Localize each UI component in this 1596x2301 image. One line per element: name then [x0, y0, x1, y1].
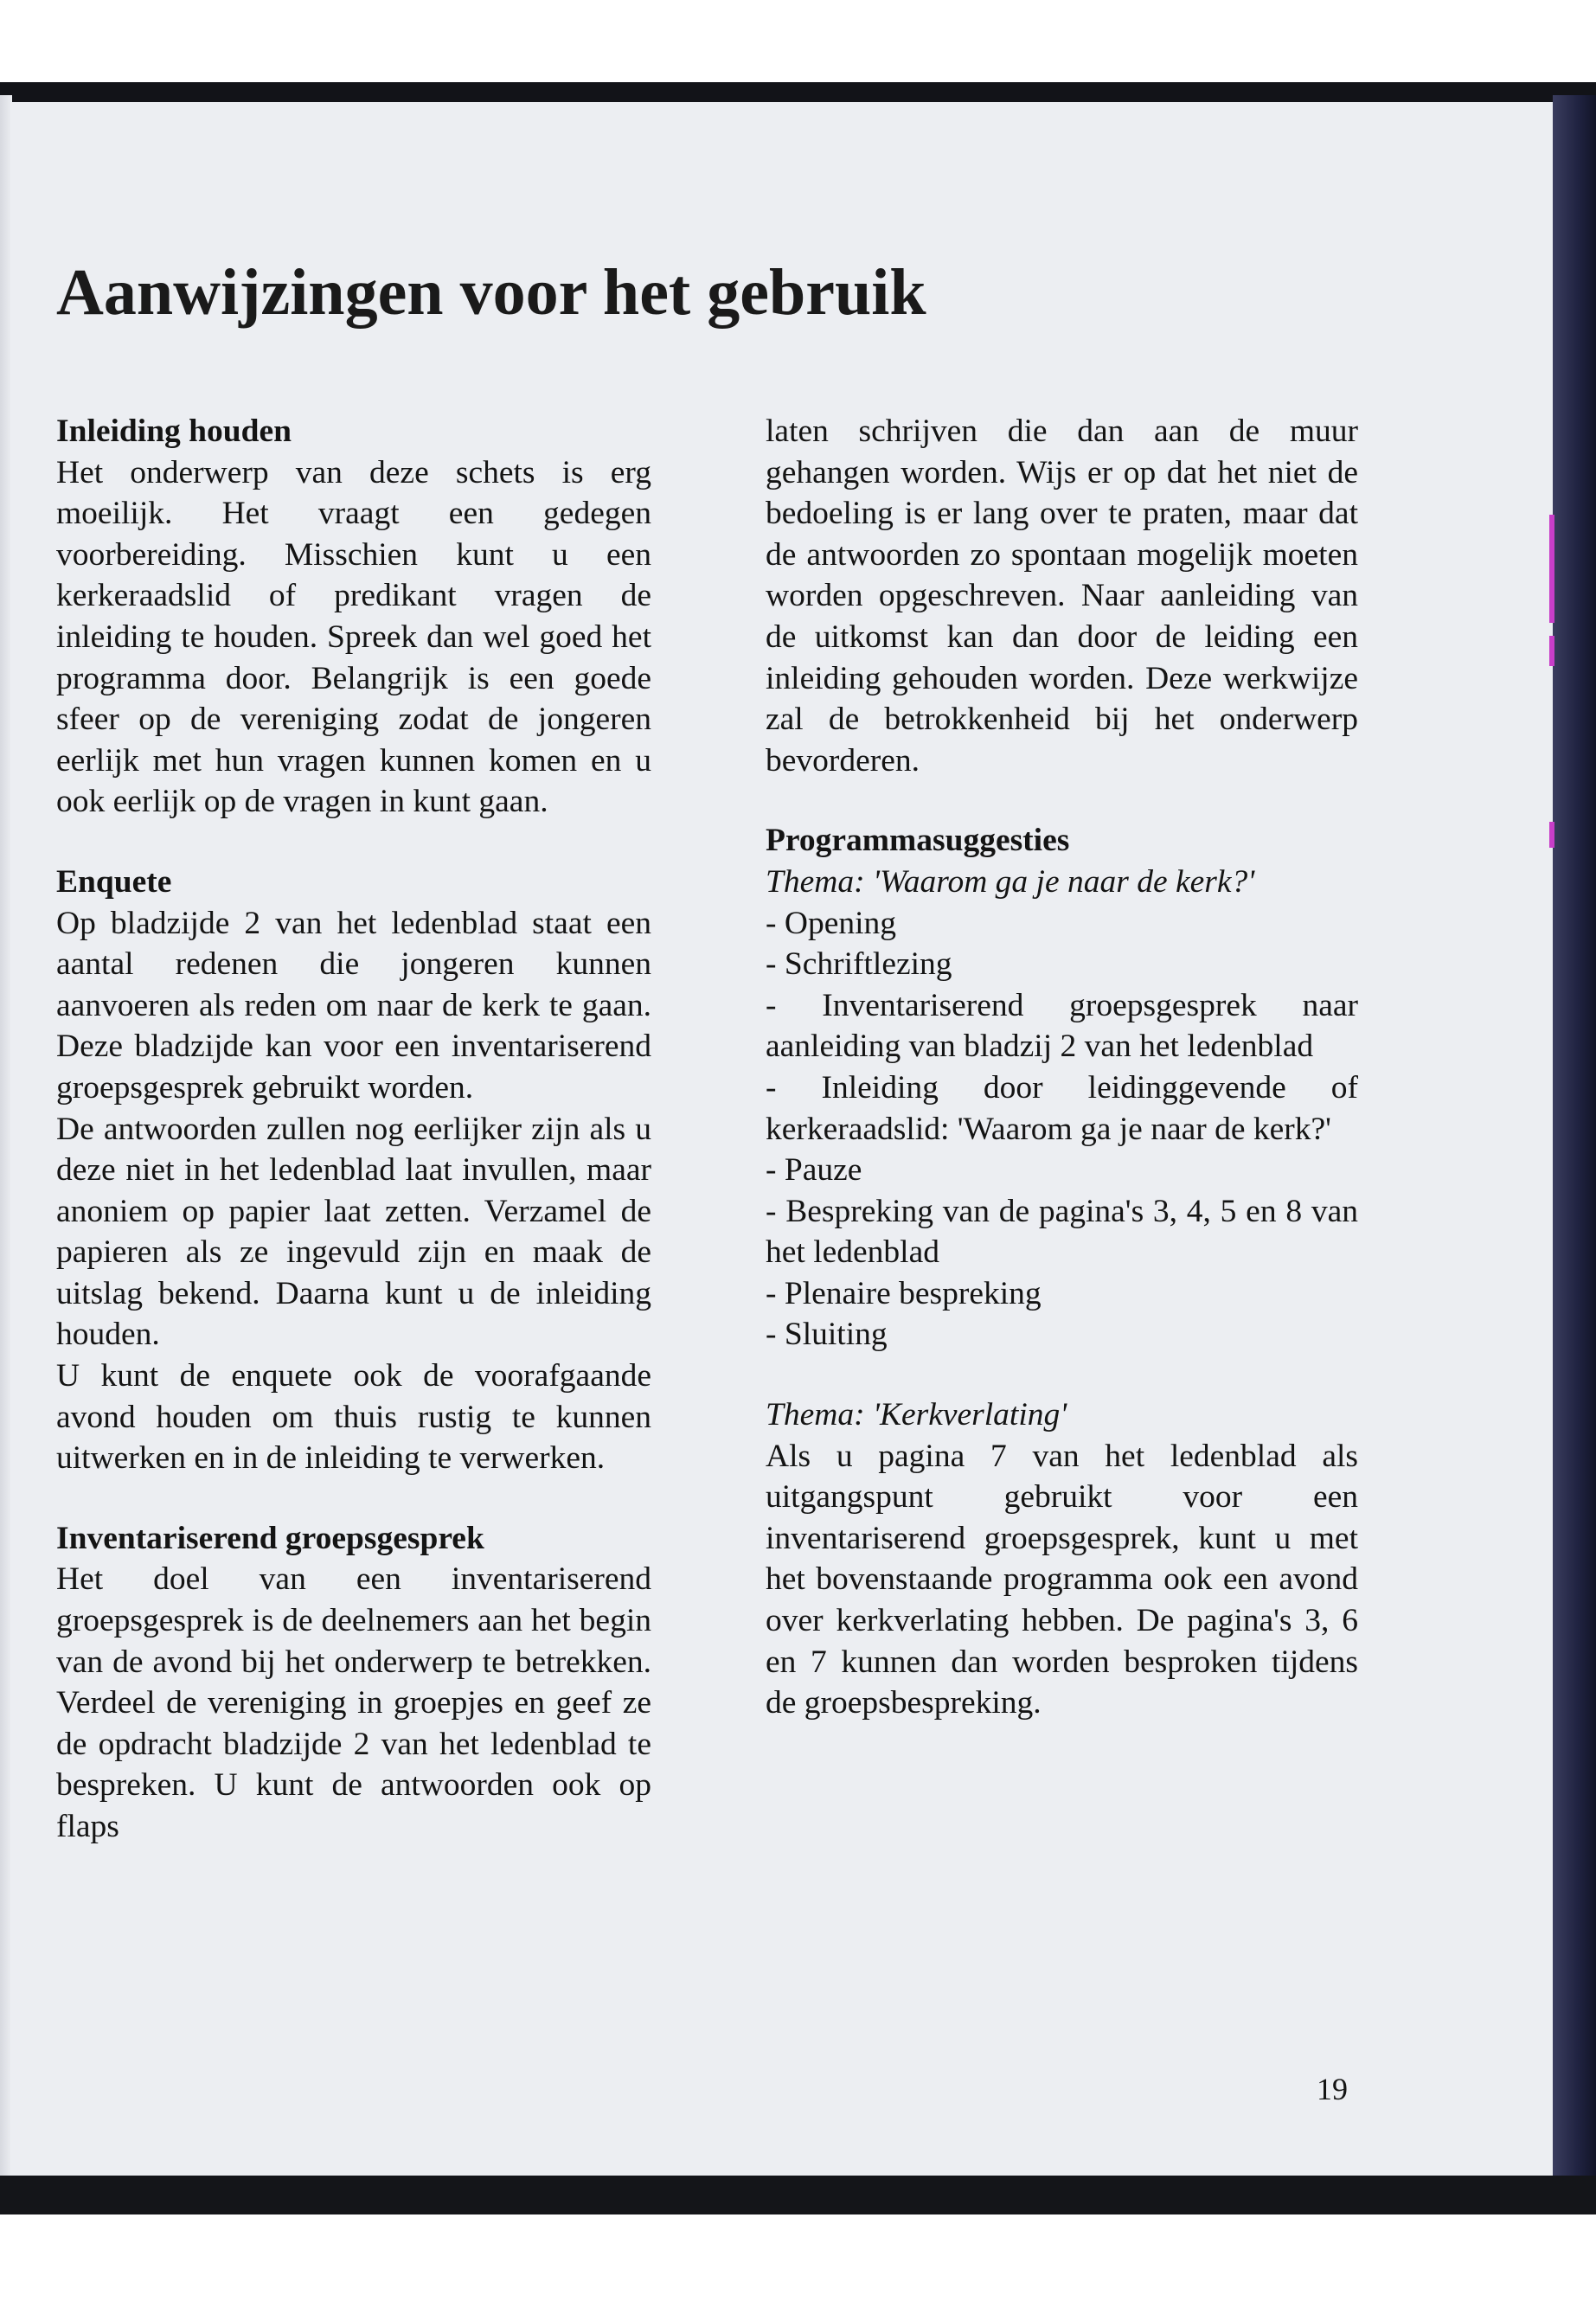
paragraph-enquete-2: De antwoorden zullen nog eerlijker zijn als u deze niet in het ledenblad laat invullen, maar anoniem op papier laat zetten. Verzamel de papieren als ze ingevuld zijn en maak de uitslag bekend. Daarna kunt u de inleiding houden.	[56, 1111, 651, 1353]
section-heading-inventariserend: Inventariserend groepsgesprek	[56, 1520, 484, 1556]
program-item: - Opening	[766, 905, 897, 941]
paragraph-inventariserend: Het doel van een inventariserend groepsgesprek is de deelnemers aan het begin van de avond bij het onderwerp te betrekken. Verdeel de vereniging in groepjes en geef ze de opdracht bladzijde 2 van het ledenblad te bespreken. U kunt de antwoorden ook op flaps	[56, 1561, 651, 1844]
page-number: 19	[1317, 2072, 1348, 2106]
scan-bottom-border	[0, 2176, 1596, 2214]
right-column	[766, 411, 1358, 1724]
program-item: - Pauze	[766, 1152, 862, 1189]
cover-accent-mark	[1549, 541, 1554, 623]
section-heading-inleiding: Inleiding houden	[56, 413, 292, 449]
program-item: - Bespreking van de pagina's 3, 4, 5 en 8 van het ledenblad	[766, 1193, 1358, 1271]
section-heading-enquete: Enquete	[56, 863, 172, 900]
paragraph-kerkverlating: Als u pagina 7 van het ledenblad als uitgangspunt gebruikt voor een inventariserend groepsgesprek, kunt u met het bovenstaande programma ook een avond over kerkverlating hebben. De pagina's 3, 6 en 7 kunnen dan worden besproken tijdens de groepsbespreking.	[766, 1438, 1358, 1721]
paragraph-enquete-3: U kunt de enquete ook de voorafgaande avond houden om thuis rustig te kunnen uitwerken en in de inleiding te verwerken.	[56, 1358, 651, 1477]
book-cover-edge	[1553, 95, 1596, 2189]
theme-title-kerkverlating: Thema: 'Kerkverlating'	[766, 1397, 1067, 1433]
paragraph-inleiding: Het onderwerp van deze schets is erg moeilijk. Het vraagt een gedegen voorbereiding. Misschien kunt u een kerkeraadslid of predikant vragen de inleiding te houden. Spreek dan wel goed het programma door. Belangrijk is een goede sfeer op de vereniging zodat de jongeren eerlijk met hun vragen kunnen komen en u ook eerlijk op de vragen in kunt gaan.	[56, 454, 651, 820]
page-title: Aanwijzingen voor het gebruik	[56, 256, 926, 329]
left-column	[56, 411, 651, 1848]
program-item: - Sluiting	[766, 1317, 888, 1353]
program-item: - Schriftlezing	[766, 946, 952, 983]
cover-accent-mark	[1549, 822, 1554, 848]
cover-accent-mark	[1549, 636, 1554, 666]
theme-title-kerk: Thema: 'Waarom ga je naar de kerk?'	[766, 863, 1255, 900]
program-item: - Inventariserend groepsgesprek naar aanleiding van bladzij 2 van het ledenblad	[766, 987, 1358, 1065]
program-item: - Plenaire bespreking	[766, 1275, 1042, 1311]
section-heading-programma: Programmasuggesties	[766, 823, 1070, 859]
paragraph-enquete-1: Op bladzijde 2 van het ledenblad staat een aantal redenen die jongeren kunnen aanvoeren als reden om naar de kerk te gaan. Deze bladzijde kan voor een inventariserend groepsgesprek gebruikt worden.	[56, 905, 651, 1106]
program-item: - Inleiding door leidinggevende of kerkeraadslid: 'Waarom ga je naar de kerk?'	[766, 1069, 1358, 1147]
paragraph-continuation: laten schrijven die dan aan de muur gehangen worden. Wijs er op dat het niet de bedoeling is er lang over te praten, maar dat de antwoorden zo spontaan mogelijk moeten worden opgeschreven. Naar aanleiding van de uitkomst kan dan door de leiding een inleiding gehouden worden. Deze werkwijze zal de betrokkenheid bij het onderwerp bevorderen.	[766, 413, 1358, 779]
